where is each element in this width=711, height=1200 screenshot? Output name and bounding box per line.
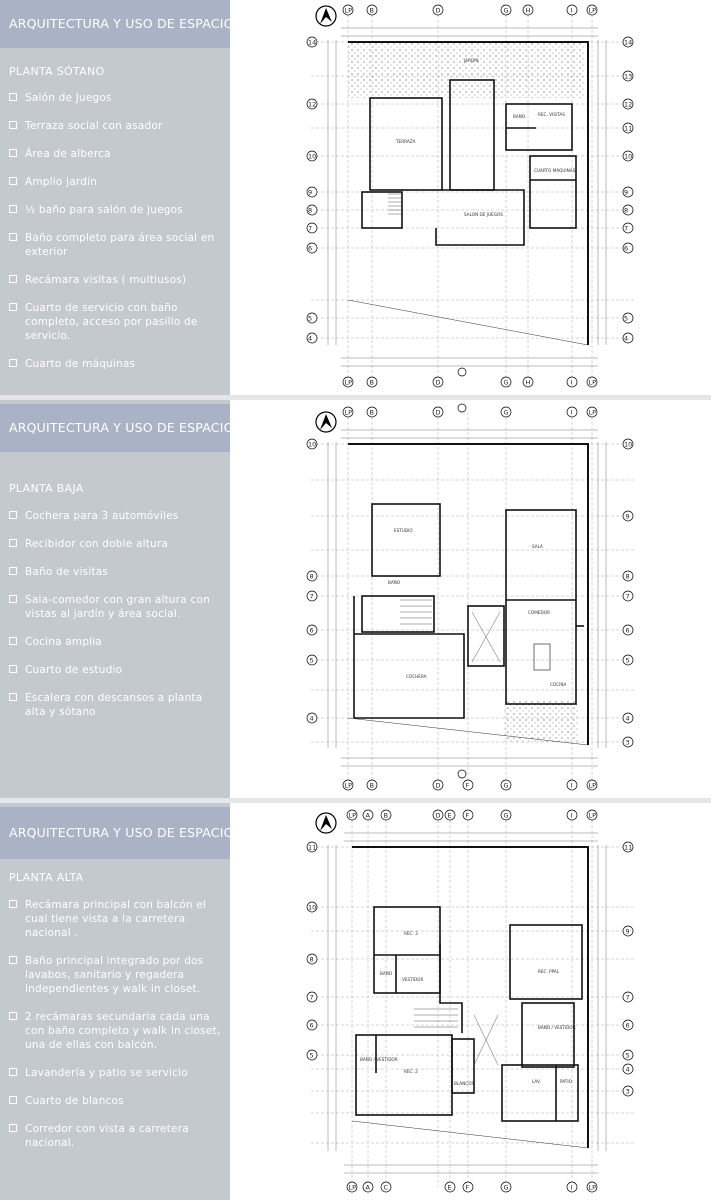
info-panel [0,400,242,798]
list-item: Área de alberca [9,147,221,161]
list-item: ½ baño para salón de juegos [9,203,221,217]
list-item: Escalera con descansos a planta alta y sótano [9,691,221,719]
svg-text:8: 8 [309,572,314,581]
svg-text:5: 5 [625,656,630,665]
svg-text:4: 4 [625,1065,630,1074]
svg-text:E: E [447,811,452,820]
compass-marker-icon [458,770,466,778]
svg-text:LP: LP [344,408,353,417]
section-planta-alta [0,803,711,1200]
svg-text:I: I [570,408,573,417]
room-label: BAÑO / VESTIDOR [538,1025,576,1030]
svg-text:9: 9 [308,188,313,197]
room-label: LAV. [532,1079,541,1084]
svg-text:4: 4 [624,334,629,343]
section-planta-baja [0,400,711,798]
room-label: BAÑO [388,580,401,585]
info-panel [0,0,242,395]
room-label: JARDIN [464,58,479,63]
checkbox-icon [9,93,17,101]
room-label: COCHERA [406,674,427,679]
svg-text:LP: LP [348,1183,357,1192]
list-item: Baño completo para área social en exterior [9,231,221,259]
section-subtitle: PLANTA BAJA [9,482,84,495]
feature-list [9,91,221,371]
floor-plan-alta [236,803,711,1200]
svg-text:4: 4 [308,334,313,343]
room-label: BAÑO [380,971,393,976]
svg-text:B: B [369,408,374,417]
svg-text:5: 5 [624,314,629,323]
garden-area [504,700,578,742]
list-item: Recibidor con doble altura [9,537,221,551]
svg-text:LP: LP [588,378,597,387]
section-header: ARQUITECTURA Y USO DE ESPACIOS [0,807,230,859]
room-label: REC. PPAL [538,969,560,974]
room-label: BLANCOS [454,1081,475,1086]
svg-text:LP: LP [588,408,597,417]
svg-text:4: 4 [625,714,630,723]
checkbox-icon [9,637,17,645]
svg-text:4: 4 [309,714,314,723]
svg-text:10: 10 [308,152,317,161]
info-panel [0,803,242,1200]
room-label: ESTUDIO [394,528,413,533]
room-label: SALON DE JUEGOS [464,212,503,217]
list-item: Cuarto de blancos [9,1094,221,1108]
list-item: 2 recámaras secundaria cada una con baño completo y walk in closet, una de ellas con balcón. [9,1010,221,1052]
section-planta-sotano [0,0,711,395]
svg-text:B: B [369,378,374,387]
svg-text:10: 10 [308,903,317,912]
svg-text:F: F [465,781,470,790]
top-axis-markers [343,404,597,417]
svg-text:6: 6 [308,244,313,253]
list-item: Baño de visitas [9,565,221,579]
svg-text:7: 7 [625,993,630,1002]
room-label: VESTIDOR [402,977,424,982]
checkbox-icon [9,1012,17,1020]
svg-text:B: B [369,6,374,15]
svg-text:7: 7 [625,592,630,601]
checkbox-icon [9,177,17,185]
list-item: Salón de Juegos [9,91,221,105]
room-label: SALA [532,544,543,549]
svg-text:10: 10 [308,440,317,449]
checkbox-icon [9,1096,17,1104]
svg-text:LP: LP [344,6,353,15]
room-label: REC. 3 [404,931,418,936]
svg-text:B: B [383,811,388,820]
svg-text:3: 3 [625,738,630,747]
svg-text:8: 8 [625,572,630,581]
checkbox-icon [9,693,17,701]
svg-text:6: 6 [309,1021,314,1030]
side-axis-markers [307,439,633,747]
svg-text:7: 7 [309,993,314,1002]
checkbox-icon [9,1124,17,1132]
list-item: Cuarto de servicio con baño completo, acceso por pasillo de servicio. [9,301,221,343]
north-arrow-icon [316,813,336,833]
svg-text:LP: LP [344,781,353,790]
list-item: Cocina amplia [9,635,221,649]
checkbox-icon [9,665,17,673]
top-axis-markers [343,5,597,15]
section-subtitle: PLANTA ALTA [9,871,84,884]
room-label: REC. 2 [404,1069,418,1074]
svg-text:6: 6 [309,626,314,635]
list-item: Terraza social con asador [9,119,221,133]
svg-text:11: 11 [308,843,317,852]
section-subtitle: PLANTA SÓTANO [9,65,105,78]
svg-text:G: G [503,408,509,417]
room-label: COMEDOR [528,610,550,615]
checkbox-icon [9,511,17,519]
svg-text:11: 11 [624,843,633,852]
kitchen-island [534,644,550,670]
svg-text:G: G [503,6,509,15]
floor-plan-drawing [236,803,711,1200]
svg-text:12: 12 [624,100,633,109]
floor-plan-sotano [236,0,711,395]
svg-text:I: I [570,378,573,387]
svg-text:12: 12 [308,100,317,109]
svg-text:6: 6 [625,626,630,635]
section-header: ARQUITECTURA Y USO DE ESPACIOS [0,0,230,48]
checkbox-icon [9,303,17,311]
list-item: Lavandería y patio se servicio [9,1066,221,1080]
checkbox-icon [9,900,17,908]
checkbox-icon [9,149,17,157]
svg-text:G: G [503,781,509,790]
room-label: REC. VISITAS [538,112,565,117]
svg-text:14: 14 [624,38,633,47]
svg-text:H: H [525,378,531,387]
svg-text:11: 11 [624,124,633,133]
compass-marker-icon [458,368,466,376]
room-label: BAÑO / VESTIDOR [360,1057,398,1062]
list-item: Cuarto de máquinas [9,357,221,371]
svg-text:I: I [570,811,573,820]
list-item: Corredor con vista a carretera nacional. [9,1122,221,1150]
svg-text:8: 8 [624,206,629,215]
svg-text:8: 8 [309,955,314,964]
room-label: BAÑO [513,114,526,119]
svg-text:LP: LP [588,6,597,15]
list-item: Recámara principal con balcón el cual tiene vista a la carretera nacional . [9,898,221,940]
floor-plan-baja [236,400,711,798]
svg-text:I: I [570,1183,573,1192]
feature-list [9,509,221,719]
svg-text:14: 14 [308,38,317,47]
svg-text:G: G [503,378,509,387]
floor-plan-drawing [236,0,711,395]
svg-text:B: B [369,781,374,790]
checkbox-icon [9,205,17,213]
room-label: PATIO [560,1079,572,1084]
checkbox-icon [9,121,17,129]
list-item: Sala-comedor con gran altura con vistas al jardín y área social. [9,593,221,621]
room-label: COCINA [550,682,567,687]
svg-text:5: 5 [309,1051,314,1060]
svg-text:5: 5 [625,1051,630,1060]
svg-text:D: D [435,781,441,790]
svg-text:LP: LP [588,811,597,820]
svg-text:7: 7 [308,224,313,233]
svg-text:I: I [570,6,573,15]
garden-area [348,42,584,98]
north-arrow-icon [316,6,336,26]
bottom-axis-markers [343,368,597,387]
list-item: Cuarto de estudio [9,663,221,677]
list-item: Cochera para 3 automóviles [9,509,221,523]
svg-text:10: 10 [624,152,633,161]
svg-text:10: 10 [624,440,633,449]
svg-text:LP: LP [348,811,357,820]
top-axis-markers [347,810,597,820]
checkbox-icon [9,275,17,283]
svg-text:7: 7 [309,592,314,601]
svg-text:A: A [365,811,370,820]
list-item: Baño principal integrado por dos lavabos, sanitario y regadera independientes y walk in closet. [9,954,221,996]
room-label: CUARTO MAQUINAS [534,168,576,173]
svg-text:7: 7 [624,224,629,233]
svg-text:5: 5 [308,314,313,323]
checkbox-icon [9,956,17,964]
svg-text:6: 6 [625,1021,630,1030]
svg-text:G: G [503,1183,509,1192]
room-label: TERRAZA [396,139,416,144]
checkbox-icon [9,567,17,575]
svg-text:13: 13 [624,72,633,81]
svg-text:C: C [383,1183,389,1192]
svg-text:9: 9 [625,927,630,936]
svg-text:I: I [570,781,573,790]
floor-plan-drawing [236,400,711,798]
checkbox-icon [9,595,17,603]
compass-marker-icon [458,404,466,412]
svg-text:9: 9 [625,512,630,521]
checkbox-icon [9,359,17,367]
list-item: Recámara visitas ( multiusos) [9,273,221,287]
feature-list [9,898,221,1150]
svg-text:G: G [503,811,509,820]
svg-text:LP: LP [588,781,597,790]
svg-text:H: H [525,6,531,15]
checkbox-icon [9,539,17,547]
svg-text:3: 3 [625,1087,630,1096]
north-arrow-icon [316,412,336,432]
svg-text:LP: LP [344,378,353,387]
svg-text:8: 8 [308,206,313,215]
svg-text:6: 6 [624,244,629,253]
section-header: ARQUITECTURA Y USO DE ESPACIOS [0,404,230,452]
checkbox-icon [9,233,17,241]
svg-text:E: E [447,1183,452,1192]
svg-text:A: A [365,1183,370,1192]
bottom-axis-markers [347,1182,597,1192]
svg-text:D: D [435,408,441,417]
bottom-axis-markers [343,770,597,790]
checkbox-icon [9,1068,17,1076]
svg-text:D: D [435,811,441,820]
svg-text:LP: LP [588,1183,597,1192]
svg-text:F: F [465,1183,470,1192]
svg-text:F: F [465,811,470,820]
svg-text:D: D [435,6,441,15]
svg-text:5: 5 [309,656,314,665]
svg-text:D: D [435,378,441,387]
list-item: Amplio jardín [9,175,221,189]
svg-text:9: 9 [624,188,629,197]
